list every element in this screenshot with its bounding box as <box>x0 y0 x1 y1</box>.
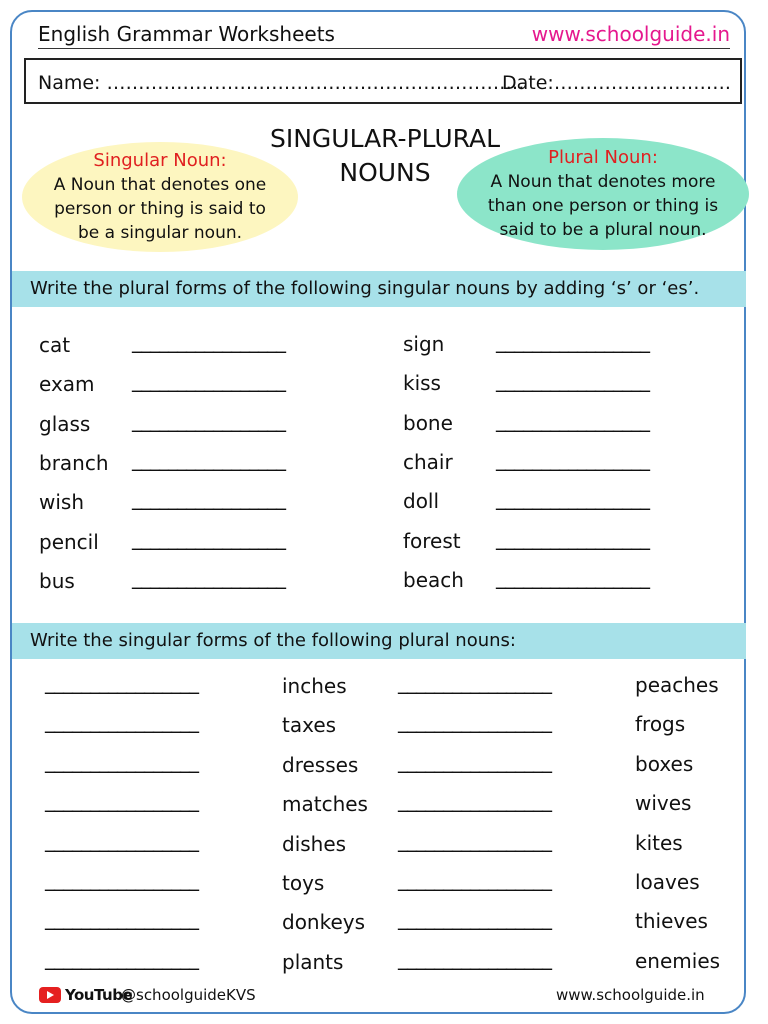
plural-word: dishes <box>282 832 347 856</box>
section1-instruction: Write the plural forms of the following singular nouns by adding ‘s’ or ‘es’. <box>12 271 746 307</box>
plural-def-line-3: said to be a plural noun. <box>499 220 707 240</box>
singular-def-line-2: person or thing is said to <box>54 199 266 219</box>
singular-word: exam <box>39 372 95 396</box>
header-website-link[interactable]: www.schoolguide.in <box>531 22 730 46</box>
plural-word: kites <box>635 831 683 855</box>
name-date-box <box>24 58 742 104</box>
answer-blank[interactable]: _________________ <box>496 486 649 510</box>
answer-blank[interactable]: _________________ <box>132 408 285 432</box>
answer-blank[interactable]: _________________ <box>45 749 198 773</box>
singular-word: doll <box>403 489 440 513</box>
answer-blank[interactable]: _________________ <box>132 368 285 392</box>
date-field[interactable]: Date:………………………. <box>502 72 731 94</box>
answer-blank[interactable]: _________________ <box>496 447 649 471</box>
answer-blank[interactable]: _________________ <box>496 368 649 392</box>
answer-blank[interactable]: _________________ <box>496 408 649 432</box>
singular-def-line-3: be a singular noun. <box>77 223 243 243</box>
title-line-2: NOUNS <box>339 158 431 187</box>
header-underline <box>38 48 730 49</box>
plural-word: wives <box>635 791 692 815</box>
youtube-handle[interactable]: @schoolguideKVS <box>121 986 256 1004</box>
singular-word: wish <box>39 490 85 514</box>
answer-blank[interactable]: _________________ <box>45 709 198 733</box>
answer-blank[interactable]: _________________ <box>45 828 198 852</box>
plural-word: peaches <box>635 673 719 697</box>
answer-blank[interactable]: _________________ <box>45 906 198 930</box>
plural-word: inches <box>282 674 347 698</box>
answer-blank[interactable]: _________________ <box>398 867 551 891</box>
answer-blank[interactable]: _________________ <box>398 788 551 812</box>
answer-blank[interactable]: _________________ <box>398 906 551 930</box>
answer-blank[interactable]: _________________ <box>398 709 551 733</box>
plural-word: thieves <box>635 909 708 933</box>
answer-blank[interactable]: _________________ <box>132 526 285 550</box>
answer-blank[interactable]: _________________ <box>398 946 551 970</box>
answer-blank[interactable]: _________________ <box>398 828 551 852</box>
top-header <box>38 22 730 52</box>
plural-word: enemies <box>635 949 721 973</box>
plural-word: boxes <box>635 752 694 776</box>
singular-word: forest <box>403 529 461 553</box>
worksheet-series-title: English Grammar Worksheets <box>38 22 335 46</box>
name-field[interactable]: Name: ………………………………………………………… <box>38 72 525 94</box>
answer-blank[interactable]: _________________ <box>132 329 285 353</box>
singular-word: bone <box>403 411 453 435</box>
answer-blank[interactable]: _________________ <box>45 670 198 694</box>
plural-word: loaves <box>635 870 700 894</box>
singular-noun-definition <box>22 142 298 252</box>
singular-word: glass <box>39 412 91 436</box>
answer-blank[interactable]: _________________ <box>132 447 285 471</box>
singular-word: sign <box>403 332 445 356</box>
footer-website-link[interactable]: www.schoolguide.in <box>556 986 705 1004</box>
answer-blank[interactable]: _________________ <box>496 329 649 353</box>
answer-blank[interactable]: _________________ <box>132 486 285 510</box>
plural-noun-heading: Plural Noun: <box>548 147 658 168</box>
plural-def-line-2: than one person or thing is <box>487 196 719 216</box>
plural-word: taxes <box>282 713 337 737</box>
answer-blank[interactable]: _________________ <box>132 565 285 589</box>
singular-word: chair <box>403 450 453 474</box>
plural-word: dresses <box>282 753 359 777</box>
plural-word: frogs <box>635 712 686 736</box>
answer-blank[interactable]: _________________ <box>45 788 198 812</box>
answer-blank[interactable]: _________________ <box>398 670 551 694</box>
plural-noun-definition <box>457 138 749 250</box>
singular-word: beach <box>403 568 464 592</box>
singular-word: branch <box>39 451 109 475</box>
plural-def-line-1: A Noun that denotes more <box>490 172 716 192</box>
singular-word: pencil <box>39 530 99 554</box>
singular-def-line-1: A Noun that denotes one <box>53 175 267 195</box>
plural-word: donkeys <box>282 910 366 934</box>
youtube-icon <box>39 987 61 1003</box>
singular-noun-heading: Singular Noun: <box>93 150 227 171</box>
answer-blank[interactable]: _________________ <box>496 526 649 550</box>
singular-word: bus <box>39 569 75 593</box>
singular-word: cat <box>39 333 71 357</box>
answer-blank[interactable]: _________________ <box>496 565 649 589</box>
plural-word: toys <box>282 871 325 895</box>
section2-instruction: Write the singular forms of the following plural nouns: <box>12 623 746 659</box>
answer-blank[interactable]: _________________ <box>398 749 551 773</box>
answer-blank[interactable]: _________________ <box>45 867 198 891</box>
answer-blank[interactable]: _________________ <box>45 946 198 970</box>
plural-word: plants <box>282 950 344 974</box>
youtube-label: YouTube <box>65 986 133 1004</box>
plural-word: matches <box>282 792 368 816</box>
singular-word: kiss <box>403 371 441 395</box>
title-line-1: SINGULAR-PLURAL <box>269 124 501 153</box>
